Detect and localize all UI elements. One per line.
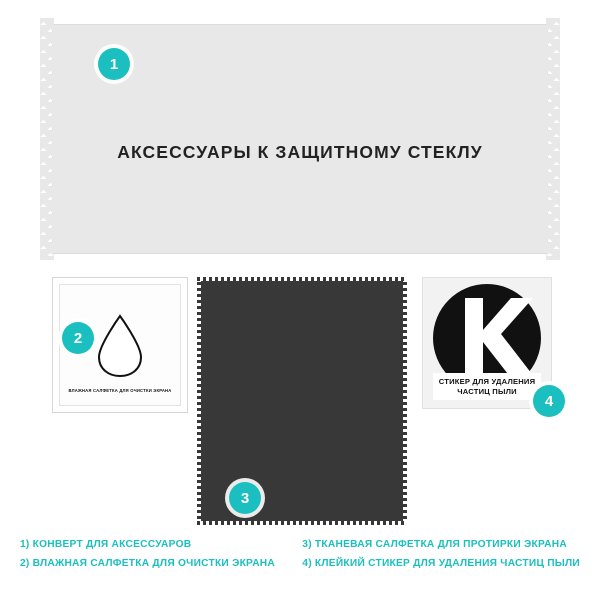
wet-wipe-caption: ВЛАЖНАЯ САЛФЕТКА ДЛЯ ОЧИСТКИ ЭКРАНА xyxy=(68,388,172,393)
badge-3: 3 xyxy=(229,482,261,514)
sticker-label-line-2: ЧАСТИЦ ПЫЛИ xyxy=(457,386,517,396)
legend-item-2: 2) ВЛАЖНАЯ САЛФЕТКА ДЛЯ ОЧИСТКИ ЭКРАНА xyxy=(20,558,276,570)
badge-4: 4 xyxy=(533,385,565,417)
legend-column-left xyxy=(20,536,294,574)
sticker-label-line-1: СТИКЕР ДЛЯ УДАЛЕНИЯ xyxy=(438,377,536,387)
dust-removal-sticker xyxy=(422,277,552,409)
envelope-title: АКСЕССУАРЫ К ЗАЩИТНОМУ СТЕКЛУ xyxy=(117,142,483,162)
water-drop-icon xyxy=(92,313,148,384)
legend-item-4: 4) КЛЕЙКИЙ СТИКЕР ДЛЯ УДАЛЕНИЯ ЧАСТИЦ ПЫЛИ xyxy=(302,558,580,570)
cloth-serrated-edge xyxy=(197,277,407,525)
envelope-left-serrated-edge xyxy=(40,18,54,260)
legend-item-3: 3) ТКАНЕВАЯ САЛФЕТКА ДЛЯ ПРОТИРКИ ЭКРАНА xyxy=(302,539,567,551)
legend-column-right xyxy=(294,536,580,574)
legend-item-1: 1) КОНВЕРТ ДЛЯ АКСЕССУАРОВ xyxy=(20,539,192,551)
envelope-right-serrated-edge xyxy=(546,18,560,260)
legend xyxy=(20,536,580,574)
badge-1: 1 xyxy=(98,48,130,80)
sticker-label xyxy=(433,373,541,400)
microfiber-cloth xyxy=(197,277,407,525)
badge-2: 2 xyxy=(62,322,94,354)
